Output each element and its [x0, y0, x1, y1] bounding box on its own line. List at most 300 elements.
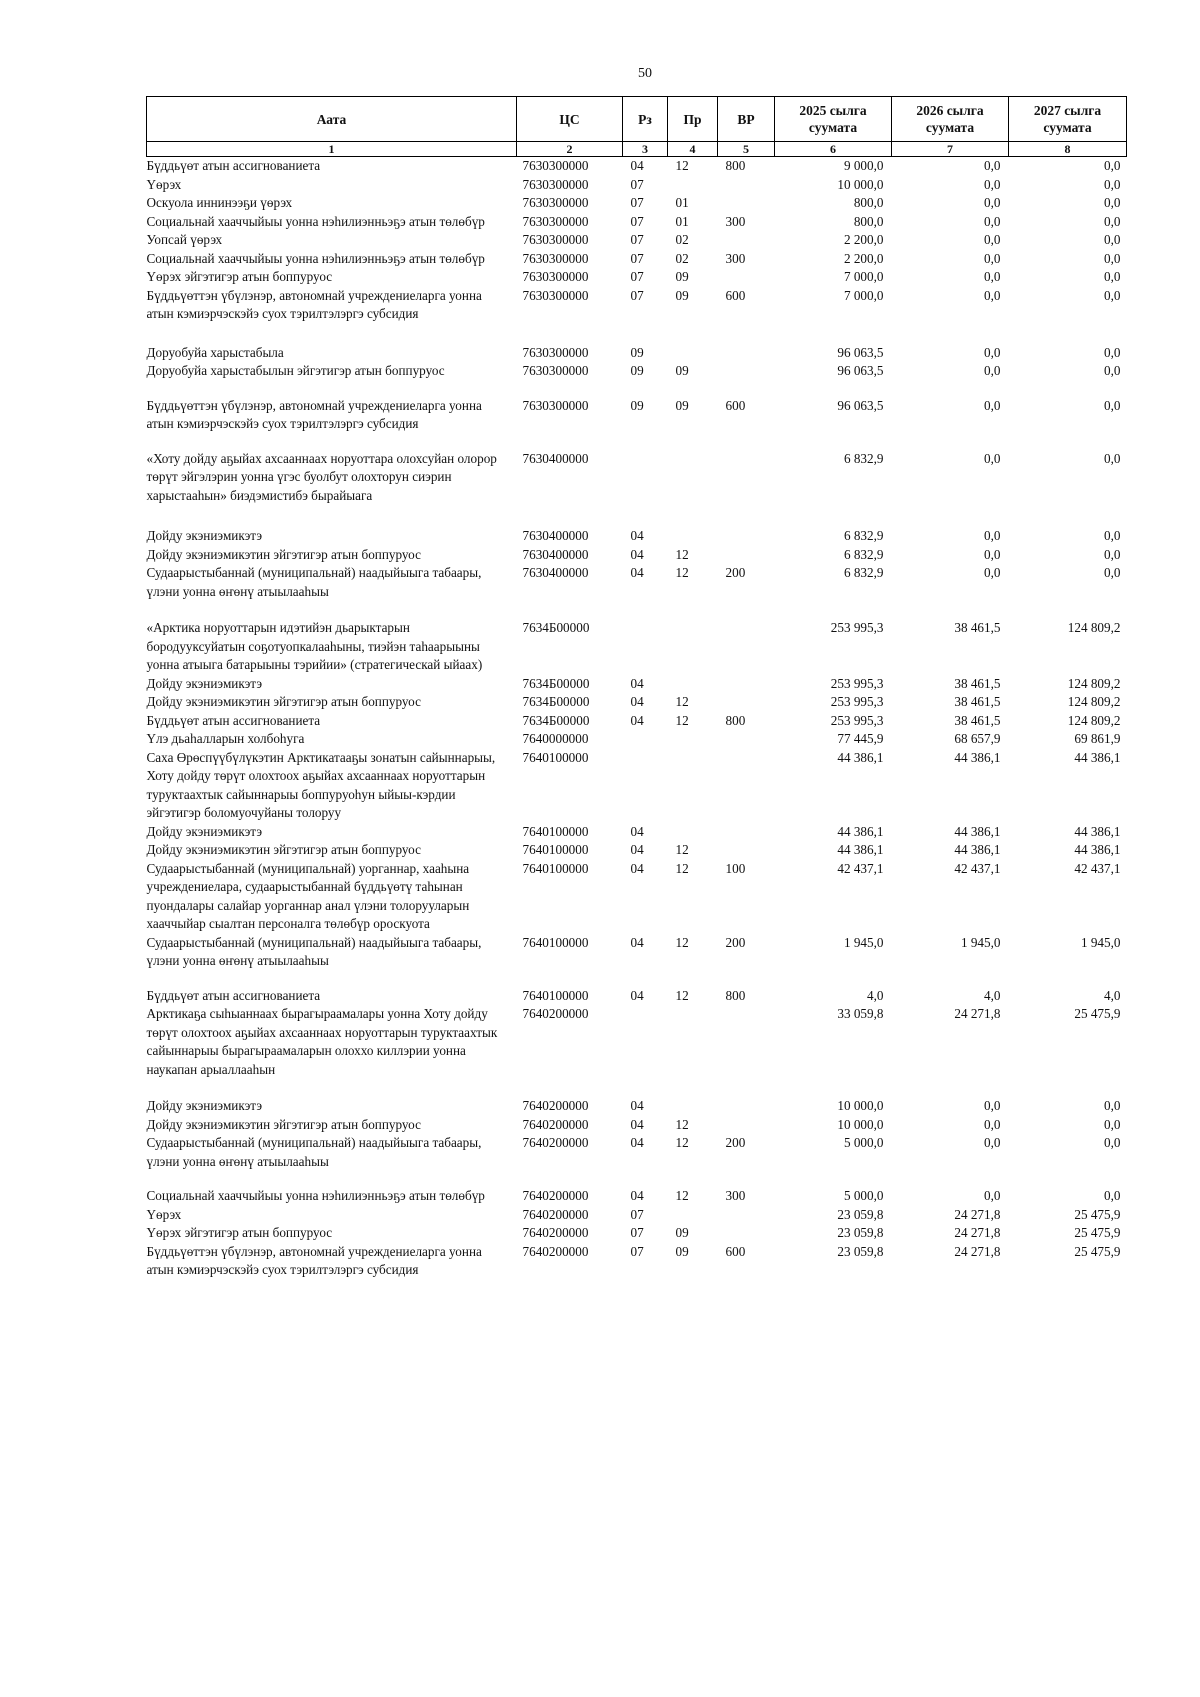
- row-amount-2025: 7 000,0: [843, 287, 884, 303]
- row-cs: 7630300000: [522, 195, 589, 210]
- row-vr: 300: [725, 1188, 746, 1203]
- table-row: [147, 362, 1127, 397]
- row-amount-2027: 124 809,2: [1067, 712, 1121, 728]
- row-amount-2027: 0,0: [1104, 344, 1121, 360]
- row-amount-2026: 24 271,8: [954, 1243, 1001, 1259]
- row-amount-2026: 38 461,5: [954, 712, 1001, 728]
- table-row: [147, 194, 1127, 213]
- row-vr: 300: [725, 250, 746, 266]
- table-row: [147, 675, 1127, 694]
- row-amount-2026: 38 461,5: [954, 675, 1001, 691]
- row-amount-2026: 24 271,8: [954, 1006, 1001, 1021]
- row-vr: [718, 1116, 775, 1135]
- row-pr: [668, 344, 718, 363]
- table-row: [147, 546, 1127, 565]
- row-amount-2027: 0,0: [1104, 1116, 1121, 1132]
- row-rz: 07: [630, 1225, 644, 1240]
- row-pr: 09: [675, 397, 689, 413]
- row-amount-2025: 44 386,1: [837, 842, 884, 857]
- row-pr: 01: [675, 213, 689, 229]
- table-row: [147, 934, 1127, 987]
- row-rz: 04: [630, 987, 644, 1003]
- row-amount-2027: 0,0: [1104, 363, 1121, 378]
- row-cs: 7630400000: [522, 528, 589, 543]
- row-pr: [668, 450, 718, 528]
- row-pr: [668, 749, 718, 823]
- row-vr: 600: [725, 1243, 746, 1259]
- table-row: [147, 268, 1127, 287]
- table-header: [147, 97, 1127, 157]
- row-cs: 7640200000: [522, 1135, 589, 1150]
- row-amount-2026: 0,0: [984, 397, 1001, 413]
- header-pr: Пр: [668, 97, 718, 142]
- row-rz: 07: [630, 269, 644, 284]
- row-amount-2026: 0,0: [984, 269, 1001, 284]
- table-row: [147, 1206, 1127, 1225]
- row-name: Дойду экэниэмикэтин эйгэтигэр атын боппуруос: [146, 694, 421, 709]
- row-amount-2027: 44 386,1: [1074, 823, 1121, 839]
- row-rz: [623, 450, 668, 528]
- row-amount-2026: 0,0: [984, 1188, 1001, 1203]
- row-cs: 7630300000: [522, 269, 589, 284]
- row-cs: 7630300000: [522, 176, 589, 192]
- row-amount-2025: 44 386,1: [837, 823, 884, 839]
- row-pr: [668, 730, 718, 749]
- row-name: Бүддьүөт атын ассигнованиета: [146, 712, 321, 728]
- row-cs: 7630300000: [522, 250, 589, 266]
- row-cs: 7634Б00000: [522, 620, 590, 635]
- row-pr: 12: [675, 694, 689, 709]
- row-name: Социальнай хааччыйыы уонна нэһилиэнньэҕэ атын төлөбүр: [146, 250, 485, 266]
- row-name: Үөрэх эйгэтигэр атын боппуруос: [146, 269, 333, 284]
- row-rz: 07: [630, 1206, 644, 1222]
- row-vr: [718, 1224, 775, 1243]
- row-amount-2026: 24 271,8: [954, 1206, 1001, 1222]
- row-cs: 7640200000: [522, 1188, 589, 1203]
- row-amount-2026: 0,0: [984, 565, 1001, 580]
- row-pr: 12: [675, 842, 689, 857]
- row-cs: 7630300000: [522, 158, 589, 173]
- row-cs: 7630300000: [522, 344, 589, 360]
- row-amount-2026: 44 386,1: [954, 823, 1001, 839]
- row-name: Үлэ дьаһалларын холбоһуга: [146, 731, 305, 746]
- row-amount-2026: 0,0: [984, 287, 1001, 303]
- table-row: [147, 1187, 1127, 1206]
- row-name: Бүддьүөт атын ассигнованиета: [146, 987, 321, 1003]
- table-row: [147, 1005, 1127, 1097]
- row-vr: [718, 823, 775, 842]
- table-row: [147, 730, 1127, 749]
- row-rz: 04: [630, 860, 644, 876]
- row-name: Доруобуйа харыстабыла: [146, 344, 284, 360]
- column-number: 7: [892, 142, 1009, 157]
- row-vr: [718, 546, 775, 565]
- row-cs: 7634Б00000: [522, 675, 590, 691]
- row-vr: [718, 344, 775, 363]
- row-name: Судаарыстыбаннай (муниципальнай) наадыйыыга табаары, үлэни уонна өҥөнү атыылааһыы: [146, 1135, 482, 1169]
- row-name: Үөрэх: [146, 176, 182, 192]
- row-amount-2026: 38 461,5: [954, 620, 1001, 635]
- row-amount-2027: 0,0: [1104, 250, 1121, 266]
- row-pr: [668, 1005, 718, 1097]
- row-rz: 07: [630, 176, 644, 192]
- row-amount-2027: 0,0: [1104, 269, 1121, 284]
- row-amount-2027: 25 475,9: [1074, 1006, 1121, 1021]
- row-pr: [668, 675, 718, 694]
- row-rz: 04: [630, 712, 644, 728]
- table-row: [147, 397, 1127, 450]
- row-name: Бүддьүөттэн үбүлэнэр, автономнай учреждениеларга уонна атын кэмиэрчэскэйэ суох тэрилтэлэргэ субсидия: [146, 397, 482, 431]
- row-name: Социальнай хааччыйыы уонна нэһилиэнньэҕэ атын төлөбүр: [146, 1188, 485, 1203]
- row-pr: [668, 176, 718, 195]
- row-amount-2027: 0,0: [1104, 176, 1121, 192]
- row-rz: 04: [630, 1188, 644, 1203]
- row-cs: 7630400000: [522, 546, 589, 562]
- row-name: Дойду экэниэмикэтэ: [146, 1098, 263, 1113]
- row-cs: 7634Б00000: [522, 694, 590, 709]
- row-rz: 04: [630, 546, 644, 562]
- row-rz: 04: [630, 565, 644, 580]
- row-cs: 7640200000: [522, 1098, 589, 1113]
- table-row: [147, 231, 1127, 250]
- header-2026: 2026 сылга суумата: [892, 97, 1009, 142]
- table-row: [147, 450, 1127, 528]
- row-amount-2026: 1 945,0: [960, 934, 1001, 950]
- row-vr: [718, 693, 775, 712]
- table-row: [147, 841, 1127, 860]
- column-number: 3: [623, 142, 668, 157]
- row-name: Судаарыстыбаннай (муниципальнай) наадыйыыга табаары, үлэни уонна өҥөнү атыылааһыы: [146, 565, 482, 599]
- table-body: [147, 157, 1127, 1280]
- row-rz: 04: [630, 528, 644, 543]
- table-row: [147, 712, 1127, 731]
- row-vr: 600: [725, 397, 746, 413]
- table-row: [147, 1134, 1127, 1187]
- row-name: Судаарыстыбаннай (муниципальнай) наадыйыыга табаары, үлэни уонна өҥөнү атыылааһыы: [146, 934, 482, 968]
- row-rz: [623, 749, 668, 823]
- row-name: Саха Өрөспүүбүлүкэтин Арктикатааҕы зонатын сайыннарыы, Хоту дойду төрүт олохтоох аҕыйах ахсааннаах норуоттарын туруктаахтык сайыннарыы боппуруоһун ыйыы-кэрдии эйгэтигэр боломуочуйаны толоруу: [146, 749, 496, 820]
- row-amount-2025: 253 995,3: [830, 675, 884, 691]
- row-amount-2025: 10 000,0: [837, 176, 884, 192]
- table-row: [147, 1116, 1127, 1135]
- row-amount-2025: 9 000,0: [843, 158, 884, 173]
- row-amount-2027: 0,0: [1104, 546, 1121, 562]
- row-rz: 09: [630, 397, 644, 413]
- row-cs: 7640200000: [522, 1006, 589, 1021]
- row-name: Бүддьүөттэн үбүлэнэр, автономнай учреждениеларга уонна атын кэмиэрчэскэйэ суох тэрилтэлэргэ субсидия: [146, 287, 482, 321]
- row-pr: 12: [675, 546, 689, 562]
- row-amount-2025: 42 437,1: [837, 860, 884, 876]
- row-name: Дойду экэниэмикэтэ: [146, 528, 263, 543]
- table-row: [147, 250, 1127, 269]
- row-amount-2025: 10 000,0: [837, 1098, 884, 1113]
- row-amount-2025: 33 059,8: [837, 1006, 884, 1021]
- row-name: Дойду экэниэмикэтэ: [146, 823, 263, 839]
- row-pr: 12: [675, 565, 689, 580]
- row-pr: 09: [675, 269, 689, 284]
- row-amount-2026: 44 386,1: [954, 749, 1001, 765]
- row-vr: [718, 730, 775, 749]
- row-pr: 02: [675, 232, 689, 247]
- table-row: [147, 693, 1127, 712]
- row-rz: 04: [630, 1135, 644, 1150]
- column-number-row: [147, 142, 1127, 157]
- row-amount-2026: 44 386,1: [954, 842, 1001, 857]
- row-amount-2027: 69 861,9: [1074, 731, 1121, 746]
- row-vr: [718, 362, 775, 397]
- column-number: 8: [1009, 142, 1127, 157]
- row-rz: 09: [630, 363, 644, 378]
- row-amount-2025: 253 995,3: [830, 694, 884, 709]
- row-amount-2027: 25 475,9: [1074, 1206, 1121, 1222]
- row-cs: 7634Б00000: [522, 712, 590, 728]
- row-rz: 04: [630, 1116, 644, 1132]
- header-rz: Рз: [623, 97, 668, 142]
- row-amount-2025: 44 386,1: [837, 749, 884, 765]
- row-amount-2027: 25 475,9: [1074, 1225, 1121, 1240]
- row-rz: 04: [630, 823, 644, 839]
- row-amount-2027: 124 809,2: [1067, 675, 1121, 691]
- row-amount-2025: 5 000,0: [843, 1135, 884, 1150]
- row-amount-2026: 24 271,8: [954, 1225, 1001, 1240]
- row-rz: [623, 730, 668, 749]
- row-name: Дойду экэниэмикэтин эйгэтигэр атын боппуруос: [146, 546, 421, 562]
- row-vr: 800: [725, 712, 746, 728]
- row-cs: 7640100000: [522, 842, 589, 857]
- row-amount-2027: 42 437,1: [1074, 860, 1121, 876]
- row-name: Доруобуйа харыстабылын эйгэтигэр атын боппуруос: [146, 363, 445, 378]
- row-pr: 02: [675, 250, 689, 266]
- row-name: Үөрэх эйгэтигэр атын боппуруос: [146, 1225, 333, 1240]
- row-rz: 04: [630, 1098, 644, 1113]
- row-amount-2027: 0,0: [1104, 195, 1121, 210]
- row-pr: 09: [675, 1243, 689, 1259]
- row-rz: 04: [630, 694, 644, 709]
- row-amount-2026: 0,0: [984, 213, 1001, 229]
- row-amount-2026: 0,0: [984, 528, 1001, 543]
- row-pr: [668, 1206, 718, 1225]
- row-name: Социальнай хааччыйыы уонна нэһилиэнньэҕэ атын төлөбүр: [146, 213, 485, 229]
- row-cs: 7630300000: [522, 287, 589, 303]
- row-cs: 7630400000: [522, 565, 589, 580]
- row-vr: [718, 1005, 775, 1097]
- row-rz: 07: [630, 287, 644, 303]
- table-row: [147, 287, 1127, 344]
- row-amount-2025: 253 995,3: [830, 620, 884, 635]
- row-amount-2026: 38 461,5: [954, 694, 1001, 709]
- row-name: Дойду экэниэмикэтэ: [146, 675, 263, 691]
- row-amount-2027: 25 475,9: [1074, 1243, 1121, 1259]
- row-rz: 07: [630, 250, 644, 266]
- row-pr: 01: [675, 195, 689, 210]
- header-2025: 2025 сылга суумата: [775, 97, 892, 142]
- row-vr: [718, 1206, 775, 1225]
- row-amount-2026: 0,0: [984, 250, 1001, 266]
- row-pr: [668, 619, 718, 675]
- row-cs: 7630300000: [522, 397, 589, 413]
- row-amount-2025: 253 995,3: [830, 712, 884, 728]
- row-name: Оскуола иннинээҕи үөрэх: [146, 195, 293, 210]
- row-amount-2025: 23 059,8: [837, 1206, 884, 1222]
- row-amount-2026: 0,0: [984, 450, 1001, 466]
- row-vr: [718, 450, 775, 528]
- table-row: [147, 213, 1127, 232]
- row-rz: 04: [630, 842, 644, 857]
- row-amount-2027: 0,0: [1104, 1135, 1121, 1150]
- column-number: 1: [147, 142, 517, 157]
- column-number: 5: [718, 142, 775, 157]
- row-amount-2026: 0,0: [984, 176, 1001, 192]
- row-amount-2027: 0,0: [1104, 1098, 1121, 1113]
- table-row: [147, 619, 1127, 675]
- row-vr: [718, 231, 775, 250]
- row-amount-2027: 124 809,2: [1067, 694, 1121, 709]
- row-cs: 7630400000: [522, 450, 589, 466]
- row-vr: 200: [725, 1135, 746, 1150]
- row-vr: 100: [725, 860, 746, 876]
- table-row: [147, 860, 1127, 934]
- row-vr: 600: [725, 287, 746, 303]
- row-name: Үөрэх: [146, 1206, 182, 1222]
- row-vr: [718, 619, 775, 675]
- row-amount-2025: 800,0: [853, 195, 884, 210]
- row-amount-2025: 2 200,0: [843, 232, 884, 247]
- row-amount-2026: 0,0: [984, 363, 1001, 378]
- row-amount-2026: 0,0: [984, 195, 1001, 210]
- row-amount-2027: 0,0: [1104, 397, 1121, 413]
- row-cs: 7640100000: [522, 987, 589, 1003]
- table-row: [147, 987, 1127, 1006]
- row-pr: 12: [675, 987, 689, 1003]
- row-amount-2027: 4,0: [1104, 987, 1121, 1003]
- row-amount-2025: 96 063,5: [837, 363, 884, 378]
- row-cs: 7630300000: [522, 213, 589, 229]
- row-vr: [718, 675, 775, 694]
- row-pr: 12: [675, 934, 689, 950]
- budget-table: [146, 96, 1127, 1280]
- row-amount-2026: 0,0: [984, 232, 1001, 247]
- row-name: Судаарыстыбаннай (муниципальнай) уорганнар, хааһына учреждениелара, судаарыстыбаннай бүддьүөтү таһынан пуондалары салайар уорганнар анал үлэни толорууларын хааччыйар сыалтан персоналга төлөбүр ороскуота: [146, 860, 470, 931]
- row-amount-2026: 0,0: [984, 344, 1001, 360]
- row-amount-2026: 42 437,1: [954, 860, 1001, 876]
- row-name: «Хоту дойду аҕыйах ахсааннаах норуоттара олохсуйан олорор төрүт эйгэлэрин уонна үгэс буолбут олохторун сиэрин харыстааһын» биэдэмистибэ бырайыага: [146, 450, 497, 503]
- row-amount-2026: 0,0: [984, 546, 1001, 562]
- row-vr: 800: [725, 158, 746, 173]
- row-vr: [718, 527, 775, 546]
- row-pr: 12: [675, 1116, 689, 1132]
- row-amount-2025: 6 832,9: [843, 546, 884, 562]
- row-amount-2027: 0,0: [1104, 287, 1121, 303]
- row-vr: 200: [725, 934, 746, 950]
- header-2027: 2027 сылга суумата: [1009, 97, 1127, 142]
- table-row: [147, 527, 1127, 546]
- header-vr: ВР: [718, 97, 775, 142]
- row-pr: [668, 527, 718, 546]
- row-pr: 12: [675, 860, 689, 876]
- row-amount-2027: 0,0: [1104, 565, 1121, 580]
- row-cs: 7640100000: [522, 823, 589, 839]
- row-amount-2027: 0,0: [1104, 232, 1121, 247]
- row-name: Дойду экэниэмикэтин эйгэтигэр атын боппуруос: [146, 842, 421, 857]
- row-rz: 07: [630, 213, 644, 229]
- row-amount-2025: 77 445,9: [837, 731, 884, 746]
- row-amount-2026: 0,0: [984, 1098, 1001, 1113]
- budget-table-container: [146, 96, 1126, 1280]
- row-pr: 12: [675, 158, 689, 173]
- row-cs: 7640200000: [522, 1206, 589, 1222]
- row-cs: 7640200000: [522, 1225, 589, 1240]
- row-amount-2025: 10 000,0: [837, 1116, 884, 1132]
- row-name: Дойду экэниэмикэтин эйгэтигэр атын боппуруос: [146, 1116, 421, 1132]
- row-rz: [623, 619, 668, 675]
- table-row: [147, 564, 1127, 619]
- row-amount-2025: 2 200,0: [843, 250, 884, 266]
- row-name: Бүддьүөт атын ассигнованиета: [146, 158, 321, 173]
- table-row: [147, 344, 1127, 363]
- row-pr: 09: [675, 287, 689, 303]
- row-amount-2025: 6 832,9: [843, 528, 884, 543]
- table-row: [147, 749, 1127, 823]
- row-vr: [718, 1097, 775, 1116]
- row-vr: [718, 841, 775, 860]
- row-rz: 04: [630, 675, 644, 691]
- row-amount-2027: 0,0: [1104, 528, 1121, 543]
- row-amount-2027: 0,0: [1104, 213, 1121, 229]
- row-amount-2027: 44 386,1: [1074, 749, 1121, 765]
- row-amount-2025: 6 832,9: [843, 565, 884, 580]
- row-amount-2027: 124 809,2: [1067, 620, 1121, 635]
- row-name: Арктикаҕа сыһыаннаах бырагыраамалары уонна Хоту дойду төрүт олохтоох аҕыйах ахсааннаах норуоттарын туруктаахтык сайыннарыы бырагыраамаларын олоххо киллэрии уонна наукапан арыаллааһын: [146, 1006, 498, 1077]
- row-cs: 7640200000: [522, 1243, 589, 1259]
- row-name: «Арктика норуоттарын идэтийэн дьарыктарын бородууксуйатын соҕотуопкалааһыны, тиэйэн таһаарыыны уонна атыыга батарыыны тэрийии» (стратегическай ыйаах): [146, 620, 483, 672]
- row-pr: 09: [675, 1225, 689, 1240]
- row-rz: 07: [630, 195, 644, 210]
- row-cs: 7640200000: [522, 1116, 589, 1132]
- row-cs: 7640100000: [522, 860, 589, 876]
- table-row: [147, 1243, 1127, 1280]
- row-cs: 7640100000: [522, 934, 589, 950]
- row-vr: 200: [725, 565, 746, 580]
- row-amount-2027: 0,0: [1104, 158, 1121, 173]
- row-vr: 800: [725, 987, 746, 1003]
- column-number: 4: [668, 142, 718, 157]
- row-amount-2026: 0,0: [984, 1135, 1001, 1150]
- row-vr: [718, 194, 775, 213]
- row-cs: 7630300000: [522, 232, 589, 247]
- row-vr: 300: [725, 213, 746, 229]
- row-rz: 07: [630, 232, 644, 247]
- row-amount-2025: 800,0: [853, 213, 884, 229]
- row-vr: [718, 268, 775, 287]
- row-amount-2025: 96 063,5: [837, 344, 884, 360]
- row-amount-2027: 0,0: [1104, 450, 1121, 466]
- row-name: Уопсай үөрэх: [146, 232, 223, 247]
- row-pr: 09: [675, 363, 689, 378]
- row-amount-2025: 4,0: [867, 987, 884, 1003]
- row-rz: 09: [630, 344, 644, 360]
- row-amount-2025: 5 000,0: [843, 1188, 884, 1203]
- row-amount-2025: 7 000,0: [843, 269, 884, 284]
- header-name: Аата: [147, 97, 517, 142]
- row-vr: [718, 176, 775, 195]
- row-pr: [668, 823, 718, 842]
- row-amount-2025: 6 832,9: [843, 450, 884, 466]
- row-rz: 04: [630, 934, 644, 950]
- row-amount-2025: 96 063,5: [837, 397, 884, 413]
- row-amount-2027: 1 945,0: [1080, 934, 1121, 950]
- row-vr: [718, 749, 775, 823]
- row-amount-2026: 0,0: [984, 1116, 1001, 1132]
